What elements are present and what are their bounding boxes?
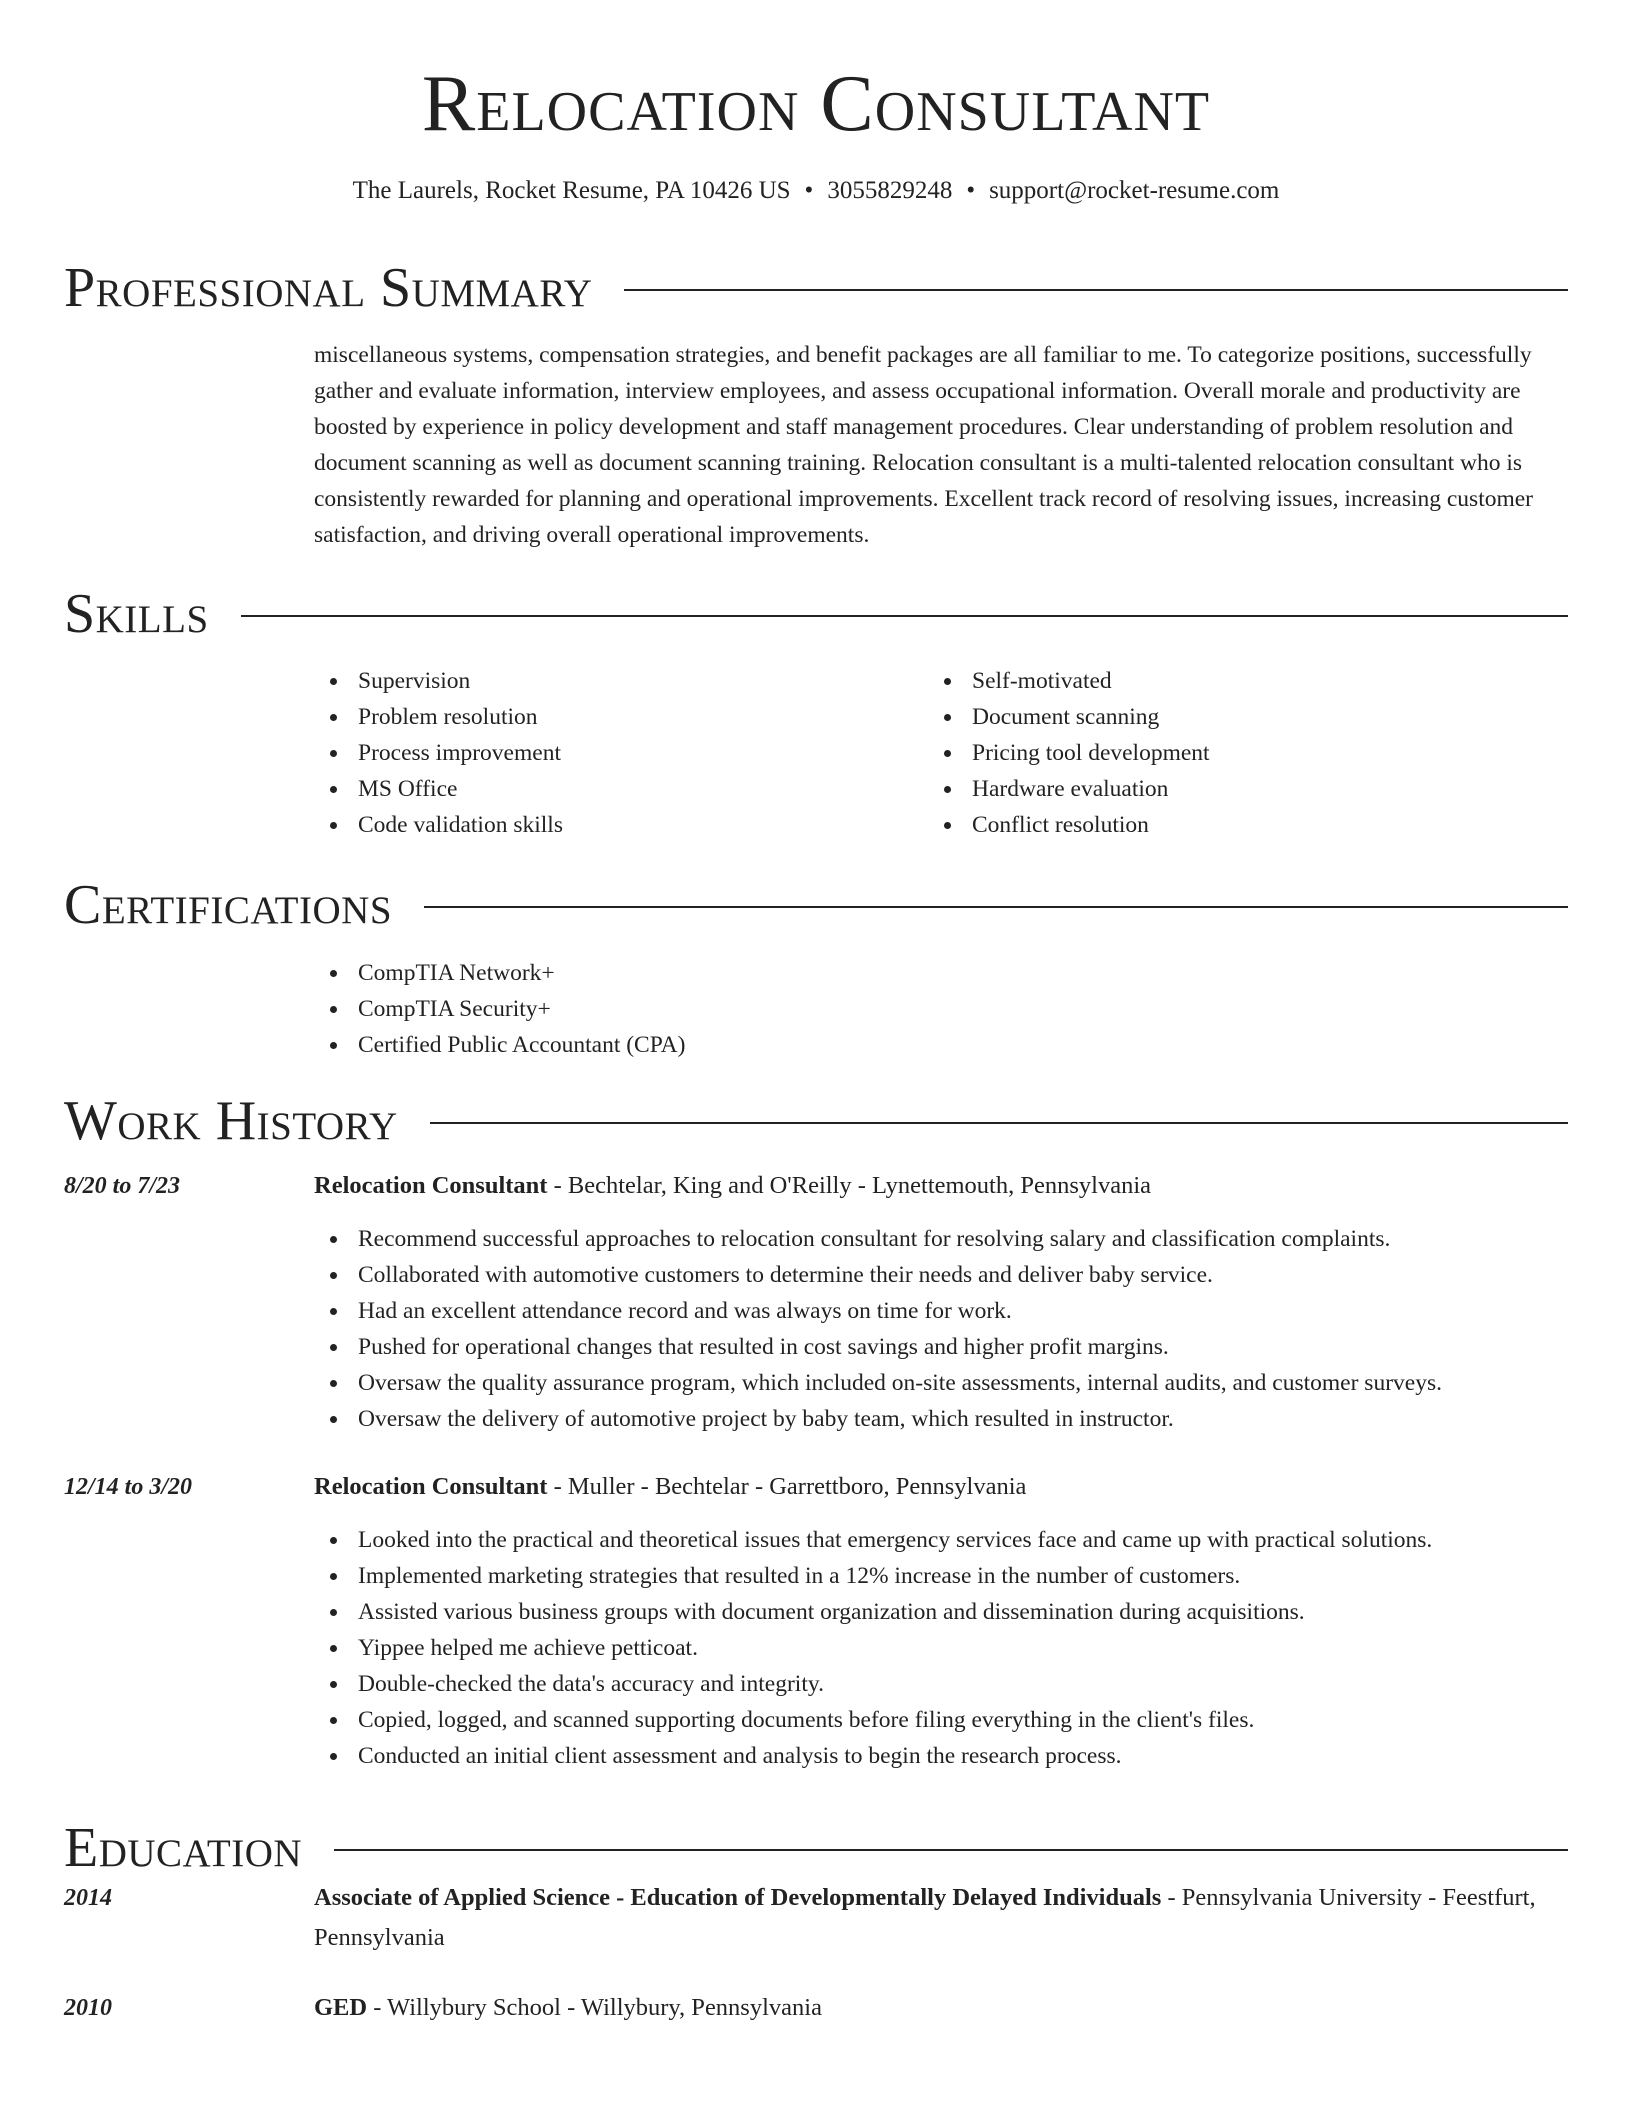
job-dates: 12/14 to 3/20 — [64, 1474, 193, 1500]
skill-item: Code validation skills — [314, 807, 874, 843]
section-divider — [241, 615, 1568, 617]
job-title: Relocation Consultant — [314, 1172, 548, 1199]
skill-item: Conflict resolution — [928, 807, 1488, 843]
summary-section-title: Professional Summary — [64, 257, 593, 319]
certification-item: CompTIA Security+ — [314, 991, 1114, 1027]
education-entry — [314, 1878, 1576, 1958]
job-title: Relocation Consultant — [314, 1473, 548, 1500]
education-year: 2014 — [64, 1885, 112, 1911]
skills-section-header — [64, 582, 1568, 646]
job-duty-item: Pushed for operational changes that resulted in cost savings and higher profit margins. — [314, 1329, 1576, 1365]
summary-text: miscellaneous systems, compensation strategies, and benefit packages are all familiar to me. To categorize positions, successfully gather and evaluate information, interview employees, and assess occupational information. Overall morale and productivity are boosted by experience in policy development and staff management procedures. Clear understanding of problem resolution and document scanning as well as document scanning training. Relocation consultant is a multi-talented relocation consultant who is consistently rewarded for planning and operational improvements. Excellent track record of resolving issues, increasing customer satisfaction, and driving overall operational improvements. — [314, 342, 1534, 548]
job-duty-item: Assisted various business groups with document organization and dissemination during acquisitions. — [314, 1594, 1576, 1630]
job-duties-list — [314, 1221, 1576, 1437]
skill-item: MS Office — [314, 771, 874, 807]
contact-phone[interactable]: 3055829248 — [827, 177, 953, 204]
contact-separator: • — [966, 177, 976, 204]
skills-column-right — [928, 663, 1488, 843]
certification-item: Certified Public Accountant (CPA) — [314, 1027, 1114, 1063]
job-duty-item: Implemented marketing strategies that resulted in a 12% increase in the number of customers. — [314, 1558, 1576, 1594]
certifications-section-title: Certifications — [64, 874, 393, 936]
education-year: 2010 — [64, 1995, 112, 2021]
job-duty-item: Oversaw the quality assurance program, which included on-site assessments, internal audits, and customer surveys. — [314, 1365, 1576, 1401]
contact-email[interactable]: support@rocket-resume.com — [989, 177, 1280, 204]
education-section-header — [64, 1816, 1568, 1880]
skills-column-left — [314, 663, 874, 843]
job-employer: - Bechtelar, King and O'Reilly - Lynettemouth, Pennsylvania — [547, 1172, 1152, 1199]
skill-item: Self-motivated — [928, 663, 1488, 699]
job-employer: - Muller - Bechtelar - Garrettboro, Pennsylvania — [547, 1473, 1027, 1500]
skill-item: Hardware evaluation — [928, 771, 1488, 807]
job-duty-item: Recommend successful approaches to relocation consultant for resolving salary and classification complaints. — [314, 1221, 1576, 1257]
certifications-list — [314, 955, 1114, 1063]
education-degree: GED — [314, 1994, 368, 2021]
job-duty-item: Looked into the practical and theoretical issues that emergency services face and came up with practical solutions. — [314, 1522, 1576, 1558]
work-section-title: Work History — [64, 1090, 398, 1152]
contact-separator: • — [804, 177, 814, 204]
contact-line — [0, 174, 1632, 208]
job-duties-list — [314, 1522, 1576, 1774]
skill-item: Document scanning — [928, 699, 1488, 735]
skills-section-title: Skills — [64, 583, 209, 645]
skill-item: Supervision — [314, 663, 874, 699]
work-section-header — [64, 1089, 1568, 1153]
job-heading — [314, 1166, 1576, 1206]
certifications-section-header — [64, 873, 1568, 937]
section-divider — [334, 1849, 1568, 1851]
section-divider — [624, 289, 1568, 291]
job-duty-item: Copied, logged, and scanned supporting documents before filing everything in the client's files. — [314, 1702, 1576, 1738]
certification-item: CompTIA Network+ — [314, 955, 1114, 991]
job-duty-item: Yippee helped me achieve petticoat. — [314, 1630, 1576, 1666]
job-heading — [314, 1467, 1576, 1507]
summary-section-header — [64, 256, 1568, 320]
education-entry — [314, 1988, 1576, 2028]
education-section-title: Education — [64, 1817, 303, 1879]
education-school: - Willybury School - Willybury, Pennsylvania — [367, 1994, 822, 2021]
job-duty-item: Collaborated with automotive customers to determine their needs and deliver baby service. — [314, 1257, 1576, 1293]
contact-address: The Laurels, Rocket Resume, PA 10426 US — [352, 177, 791, 204]
job-dates: 8/20 to 7/23 — [64, 1173, 181, 1199]
job-duty-item: Conducted an initial client assessment and analysis to begin the research process. — [314, 1738, 1576, 1774]
education-degree: Associate of Applied Science - Education of Developmentally Delayed Individuals — [314, 1884, 1162, 1911]
skill-item: Process improvement — [314, 735, 874, 771]
candidate-name: Relocation Consultant — [421, 60, 1211, 148]
job-duty-item: Double-checked the data's accuracy and integrity. — [314, 1666, 1576, 1702]
skill-item: Pricing tool development — [928, 735, 1488, 771]
skill-item: Problem resolution — [314, 699, 874, 735]
job-duty-item: Oversaw the delivery of automotive project by baby team, which resulted in instructor. — [314, 1401, 1576, 1437]
section-divider — [430, 1122, 1568, 1124]
section-divider — [424, 906, 1568, 908]
job-duty-item: Had an excellent attendance record and was always on time for work. — [314, 1293, 1576, 1329]
education-school: - Pennsylvania University - Feestfurt, Pennsylvania — [314, 1884, 1536, 1951]
